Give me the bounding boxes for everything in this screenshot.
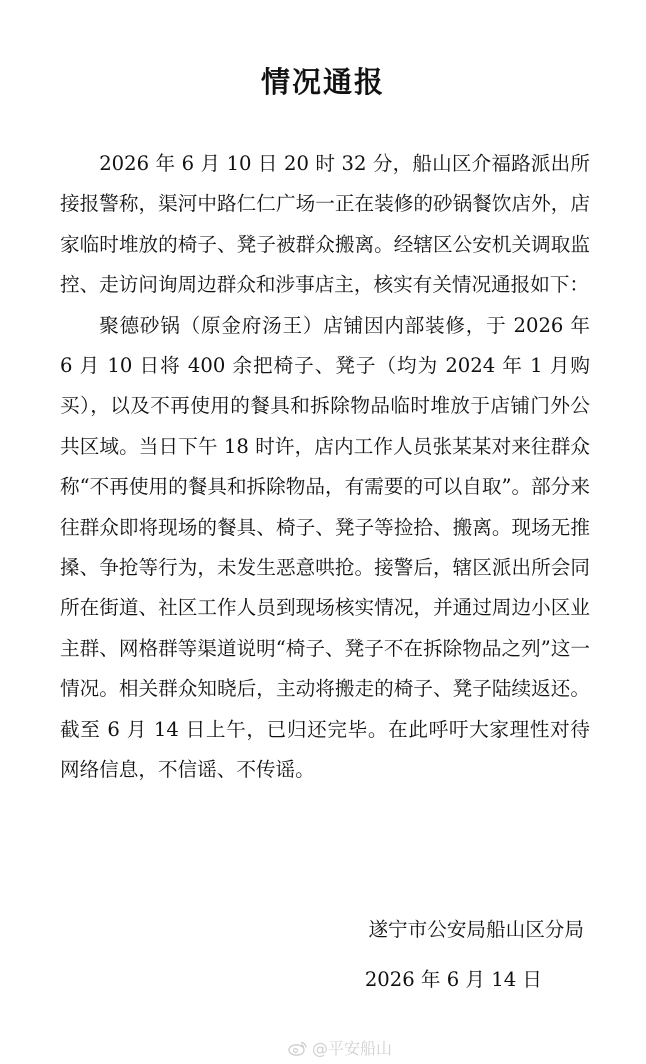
signature-org: 遂宁市公安局船山区分局: [368, 918, 584, 941]
watermark-text: @平安船山: [312, 1039, 393, 1058]
paragraph-2: 聚德砂锅（原金府汤王）店铺因内部装修，于 2026 年 6 月 10 日将 400 余把椅子、凳子（均为 2024 年 1 月购买），以及不再使用的餐具和拆除物品临时堆放于店铺门外公共区域。当日下午 18 时许，店内工作人员张某某对来往群众称“不再使用的餐具和拆除物品，有需要的可以自取”。部分来往群众即将现场的餐具、椅子、凳子等捡拾、搬离。现场无推搡、争抢等行为，未发生恶意哄抢。接警后，辖区派出所会同所在街道、社区工作人员到现场核实情况，并通过周边小区业主群、网格群等渠道说明“椅子、凳子不在拆除物品之列”这一情况。相关群众知晓后，主动将搬走的椅子、凳子陆续返还。截至 6 月 14 日上午，已归还完毕。在此呼吁大家理性对待网络信息，不信谣、不传谣。: [60, 313, 590, 782]
signature-block: [365, 905, 584, 1005]
signature-date: 2026 年 6 月 14 日: [364, 968, 542, 991]
paragraph-1: 2026 年 6 月 10 日 20 时 32 分，船山区介福路派出所接报警称，渠河中路仁仁广场一正在装修的砂锅餐饮店外，店家临时堆放的椅子、凳子被群众搬离。经辖区公安机关调取监控、走访问询周边群众和涉事店主，核实有关情况通报如下：: [60, 152, 590, 297]
watermark: [288, 1036, 392, 1059]
weibo-icon: [288, 1040, 308, 1056]
notice-title: 情况通报: [260, 65, 385, 99]
notice-body: [60, 144, 590, 791]
